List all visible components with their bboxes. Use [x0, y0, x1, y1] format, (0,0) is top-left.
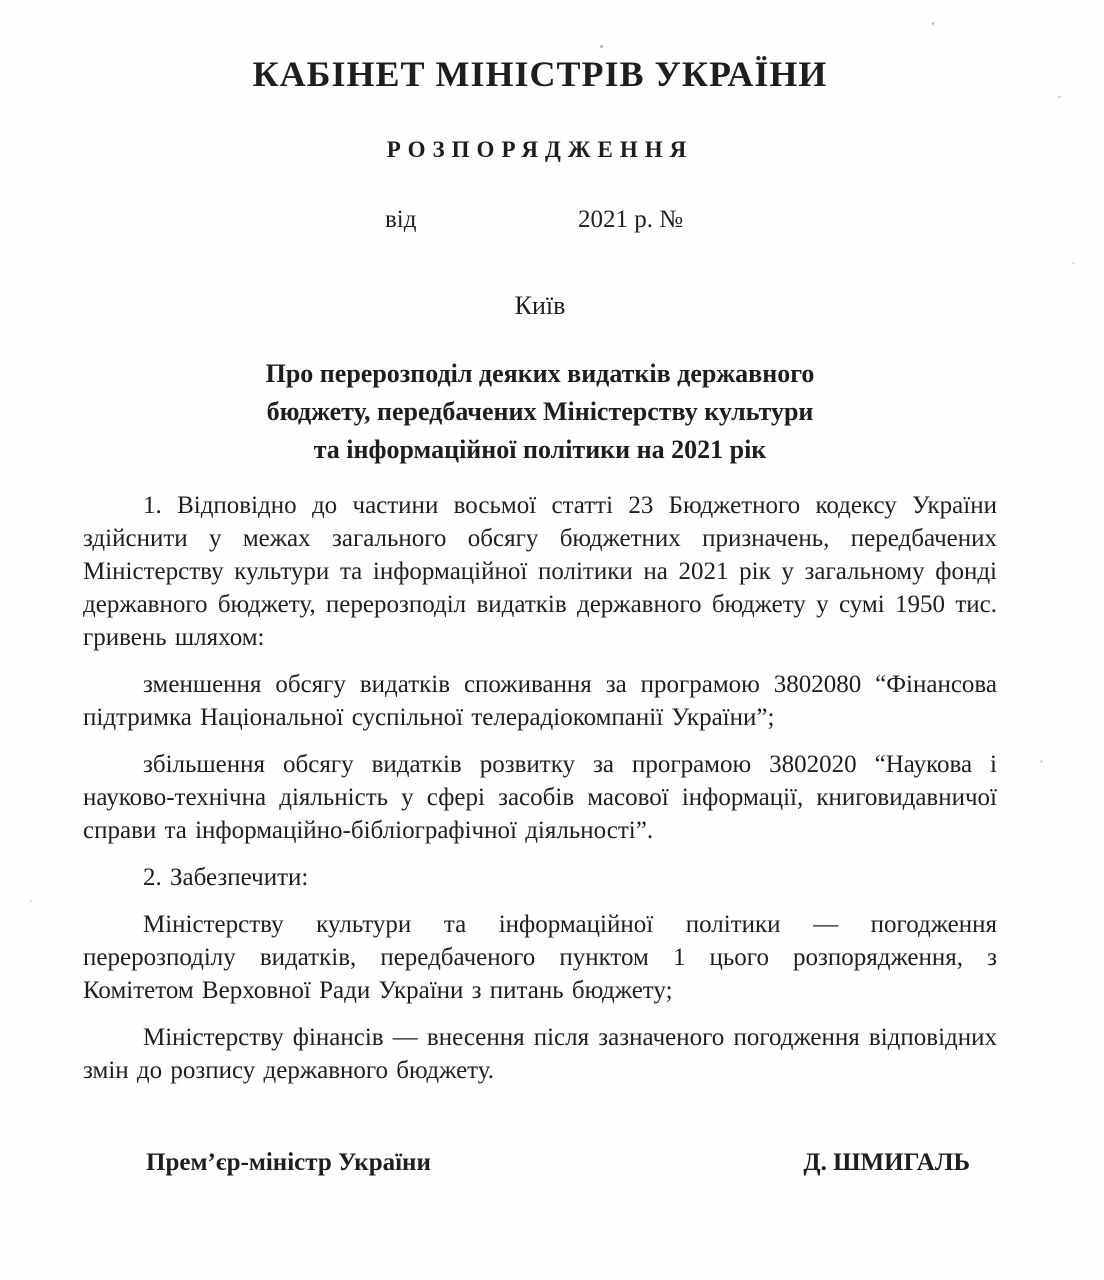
- city-label: Київ: [514, 290, 566, 320]
- scan-noise: [1072, 262, 1075, 264]
- document-body: [83, 489, 997, 1087]
- doc-type-heading: РОЗПОРЯДЖЕННЯ: [386, 136, 694, 162]
- document-title-line: Про перерозподіл деяких видатків державного: [265, 359, 815, 389]
- org-name-heading: КАБІНЕТ МІНІСТРІВ УКРАЇНИ: [252, 54, 828, 94]
- document-title: [83, 355, 997, 469]
- scan-noise: [30, 900, 32, 902]
- paragraph-ministry-finance: Міністерству фінансів — внесення після зазначеного погодження відповідних змін до розпису державного бюджету.: [83, 1024, 997, 1085]
- scan-noise: [1040, 760, 1043, 763]
- document-title-line: та інформаційної політики на 2021 рік: [313, 435, 767, 465]
- signature-name-label: Д. ШМИГАЛЬ: [803, 1149, 970, 1177]
- date-year-number-label: 2021 р. №: [578, 205, 684, 233]
- scan-noise: [932, 22, 934, 25]
- paragraph-point-2: 2. Забезпечити:: [143, 864, 309, 892]
- document-content: [0, 56, 1104, 1177]
- signature-row: [83, 1149, 997, 1177]
- date-prefix-label: від: [385, 205, 417, 233]
- signature-role-label: Прем’єр-міністр України: [146, 1149, 431, 1177]
- document-title-line: бюджету, передбачених Міністерству культури: [266, 397, 814, 427]
- paragraph-increase-expenditures: збільшення обсягу видатків розвитку за програмою 3802020 “Наукова і науково-технічна діяльність у сфері засобів масової інформації, книговидавничої справи та інформаційно-бібліографічної діяльності”.: [83, 751, 997, 845]
- scan-noise: [1058, 96, 1061, 98]
- paragraph-ministry-culture: Міністерству культури та інформаційної політики — погодження перерозподілу видатків, передбаченого пунктом 1 цього розпорядження, з Комітетом Верховної Ради України з питань бюджету;: [83, 911, 997, 1005]
- paragraph-decrease-expenditures: зменшення обсягу видатків споживання за програмою 3802080 “Фінансова підтримка Національної суспільної телерадіокомпанії України”;: [83, 671, 997, 732]
- date-line: [83, 206, 997, 238]
- scan-noise: [600, 45, 603, 48]
- paragraph-point-1: 1. Відповідно до частини восьмої статті 23 Бюджетного кодексу України здійснити у межах загального обсягу бюджетних призначень, передбачених Міністерству культури та інформаційної політики на 2021 рік у загальному фонді державного бюджету, перерозподіл видатків державного бюджету у сумі 1950 тис. гривень шляхом:: [83, 492, 997, 652]
